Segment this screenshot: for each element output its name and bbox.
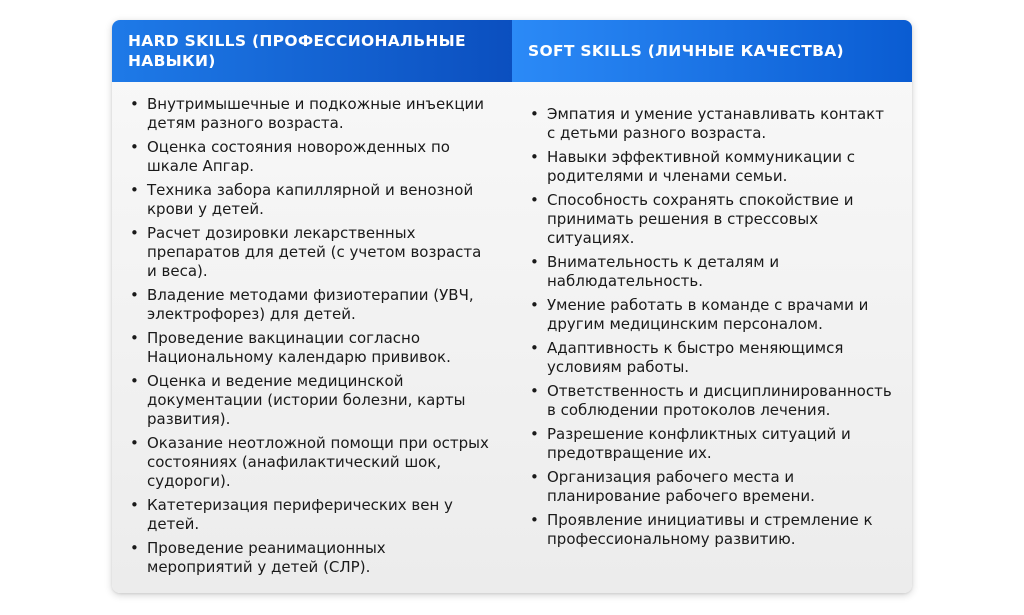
- bullet-icon: •: [530, 296, 539, 314]
- list-item: [128, 496, 490, 534]
- list-item-text: Адаптивность к быстро меняющимся условиям работы.: [547, 339, 844, 376]
- bullet-icon: •: [530, 339, 539, 357]
- hard-skills-column: [112, 82, 512, 582]
- list-item: [528, 511, 896, 549]
- list-item-text: Умение работать в команде с врачами и другим медицинским персоналом.: [547, 296, 869, 333]
- list-item: [528, 382, 896, 420]
- bullet-icon: •: [530, 191, 539, 209]
- list-item: [128, 329, 490, 367]
- bullet-icon: •: [530, 468, 539, 486]
- list-item-text: Оценка состояния новорожденных по шкале Апгар.: [147, 138, 450, 175]
- bullet-icon: •: [530, 253, 539, 271]
- table-header: [112, 20, 912, 82]
- list-item: [128, 138, 490, 176]
- list-item-text: Внутримышечные и подкожные инъекции детям разного возраста.: [147, 95, 485, 132]
- soft-skills-list: [528, 105, 896, 549]
- list-item: [528, 339, 896, 377]
- bullet-icon: •: [130, 224, 139, 242]
- list-item-text: Расчет дозировки лекарственных препаратов для детей (с учетом возраста и веса).: [147, 224, 482, 280]
- bullet-icon: •: [530, 425, 539, 443]
- list-item-text: Оказание неотложной помощи при острых состояниях (анафилактический шок, судороги).: [147, 434, 489, 490]
- list-item-text: Проявление инициативы и стремление к профессиональному развитию.: [547, 511, 873, 548]
- list-item: [528, 296, 896, 334]
- bullet-icon: •: [130, 496, 139, 514]
- bullet-icon: •: [130, 181, 139, 199]
- list-item-text: Владение методами физиотерапии (УВЧ, электрофорез) для детей.: [147, 286, 474, 323]
- list-item: [128, 434, 490, 491]
- bullet-icon: •: [530, 105, 539, 123]
- soft-skills-header: SOFT SKILLS (ЛИЧНЫЕ КАЧЕСТВА): [512, 20, 912, 82]
- list-item-text: Оценка и ведение медицинской документации (истории болезни, карты развития).: [147, 372, 466, 428]
- list-item: [528, 148, 896, 186]
- hard-skills-list: [128, 95, 490, 577]
- bullet-icon: •: [530, 511, 539, 529]
- list-item-text: Организация рабочего места и планирование рабочего времени.: [547, 468, 815, 505]
- list-item: [128, 286, 490, 324]
- skills-table: [112, 20, 912, 593]
- soft-skills-column: [512, 82, 912, 554]
- list-item: [128, 372, 490, 429]
- list-item-text: Катетеризация периферических вен у детей.: [147, 496, 453, 533]
- list-item: [128, 224, 490, 281]
- hard-skills-header: HARD SKILLS (ПРОФЕССИОНАЛЬНЫЕ НАВЫКИ): [112, 20, 512, 82]
- list-item-text: Проведение реанимационных мероприятий у детей (СЛР).: [147, 539, 386, 576]
- bullet-icon: •: [530, 382, 539, 400]
- bullet-icon: •: [130, 372, 139, 390]
- list-item: [528, 105, 896, 143]
- list-item: [128, 539, 490, 577]
- list-item-text: Эмпатия и умение устанавливать контакт с детьми разного возраста.: [547, 105, 884, 142]
- bullet-icon: •: [130, 95, 139, 113]
- list-item: [128, 95, 490, 133]
- bullet-icon: •: [130, 138, 139, 156]
- list-item: [528, 191, 896, 248]
- list-item: [528, 253, 896, 291]
- list-item: [528, 425, 896, 463]
- list-item-text: Навыки эффективной коммуникации с родителями и членами семьи.: [547, 148, 856, 185]
- bullet-icon: •: [130, 329, 139, 347]
- bullet-icon: •: [130, 539, 139, 557]
- bullet-icon: •: [530, 148, 539, 166]
- list-item: [128, 181, 490, 219]
- list-item: [528, 468, 896, 506]
- list-item-text: Проведение вакцинации согласно Национальному календарю прививок.: [147, 329, 451, 366]
- list-item-text: Ответственность и дисциплинированность в соблюдении протоколов лечения.: [547, 382, 892, 419]
- bullet-icon: •: [130, 286, 139, 304]
- list-item-text: Разрешение конфликтных ситуаций и предотвращение их.: [547, 425, 851, 462]
- list-item-text: Способность сохранять спокойствие и принимать решения в стрессовых ситуациях.: [547, 191, 854, 247]
- bullet-icon: •: [130, 434, 139, 452]
- list-item-text: Техника забора капиллярной и венозной крови у детей.: [147, 181, 474, 218]
- list-item-text: Внимательность к деталям и наблюдательность.: [547, 253, 780, 290]
